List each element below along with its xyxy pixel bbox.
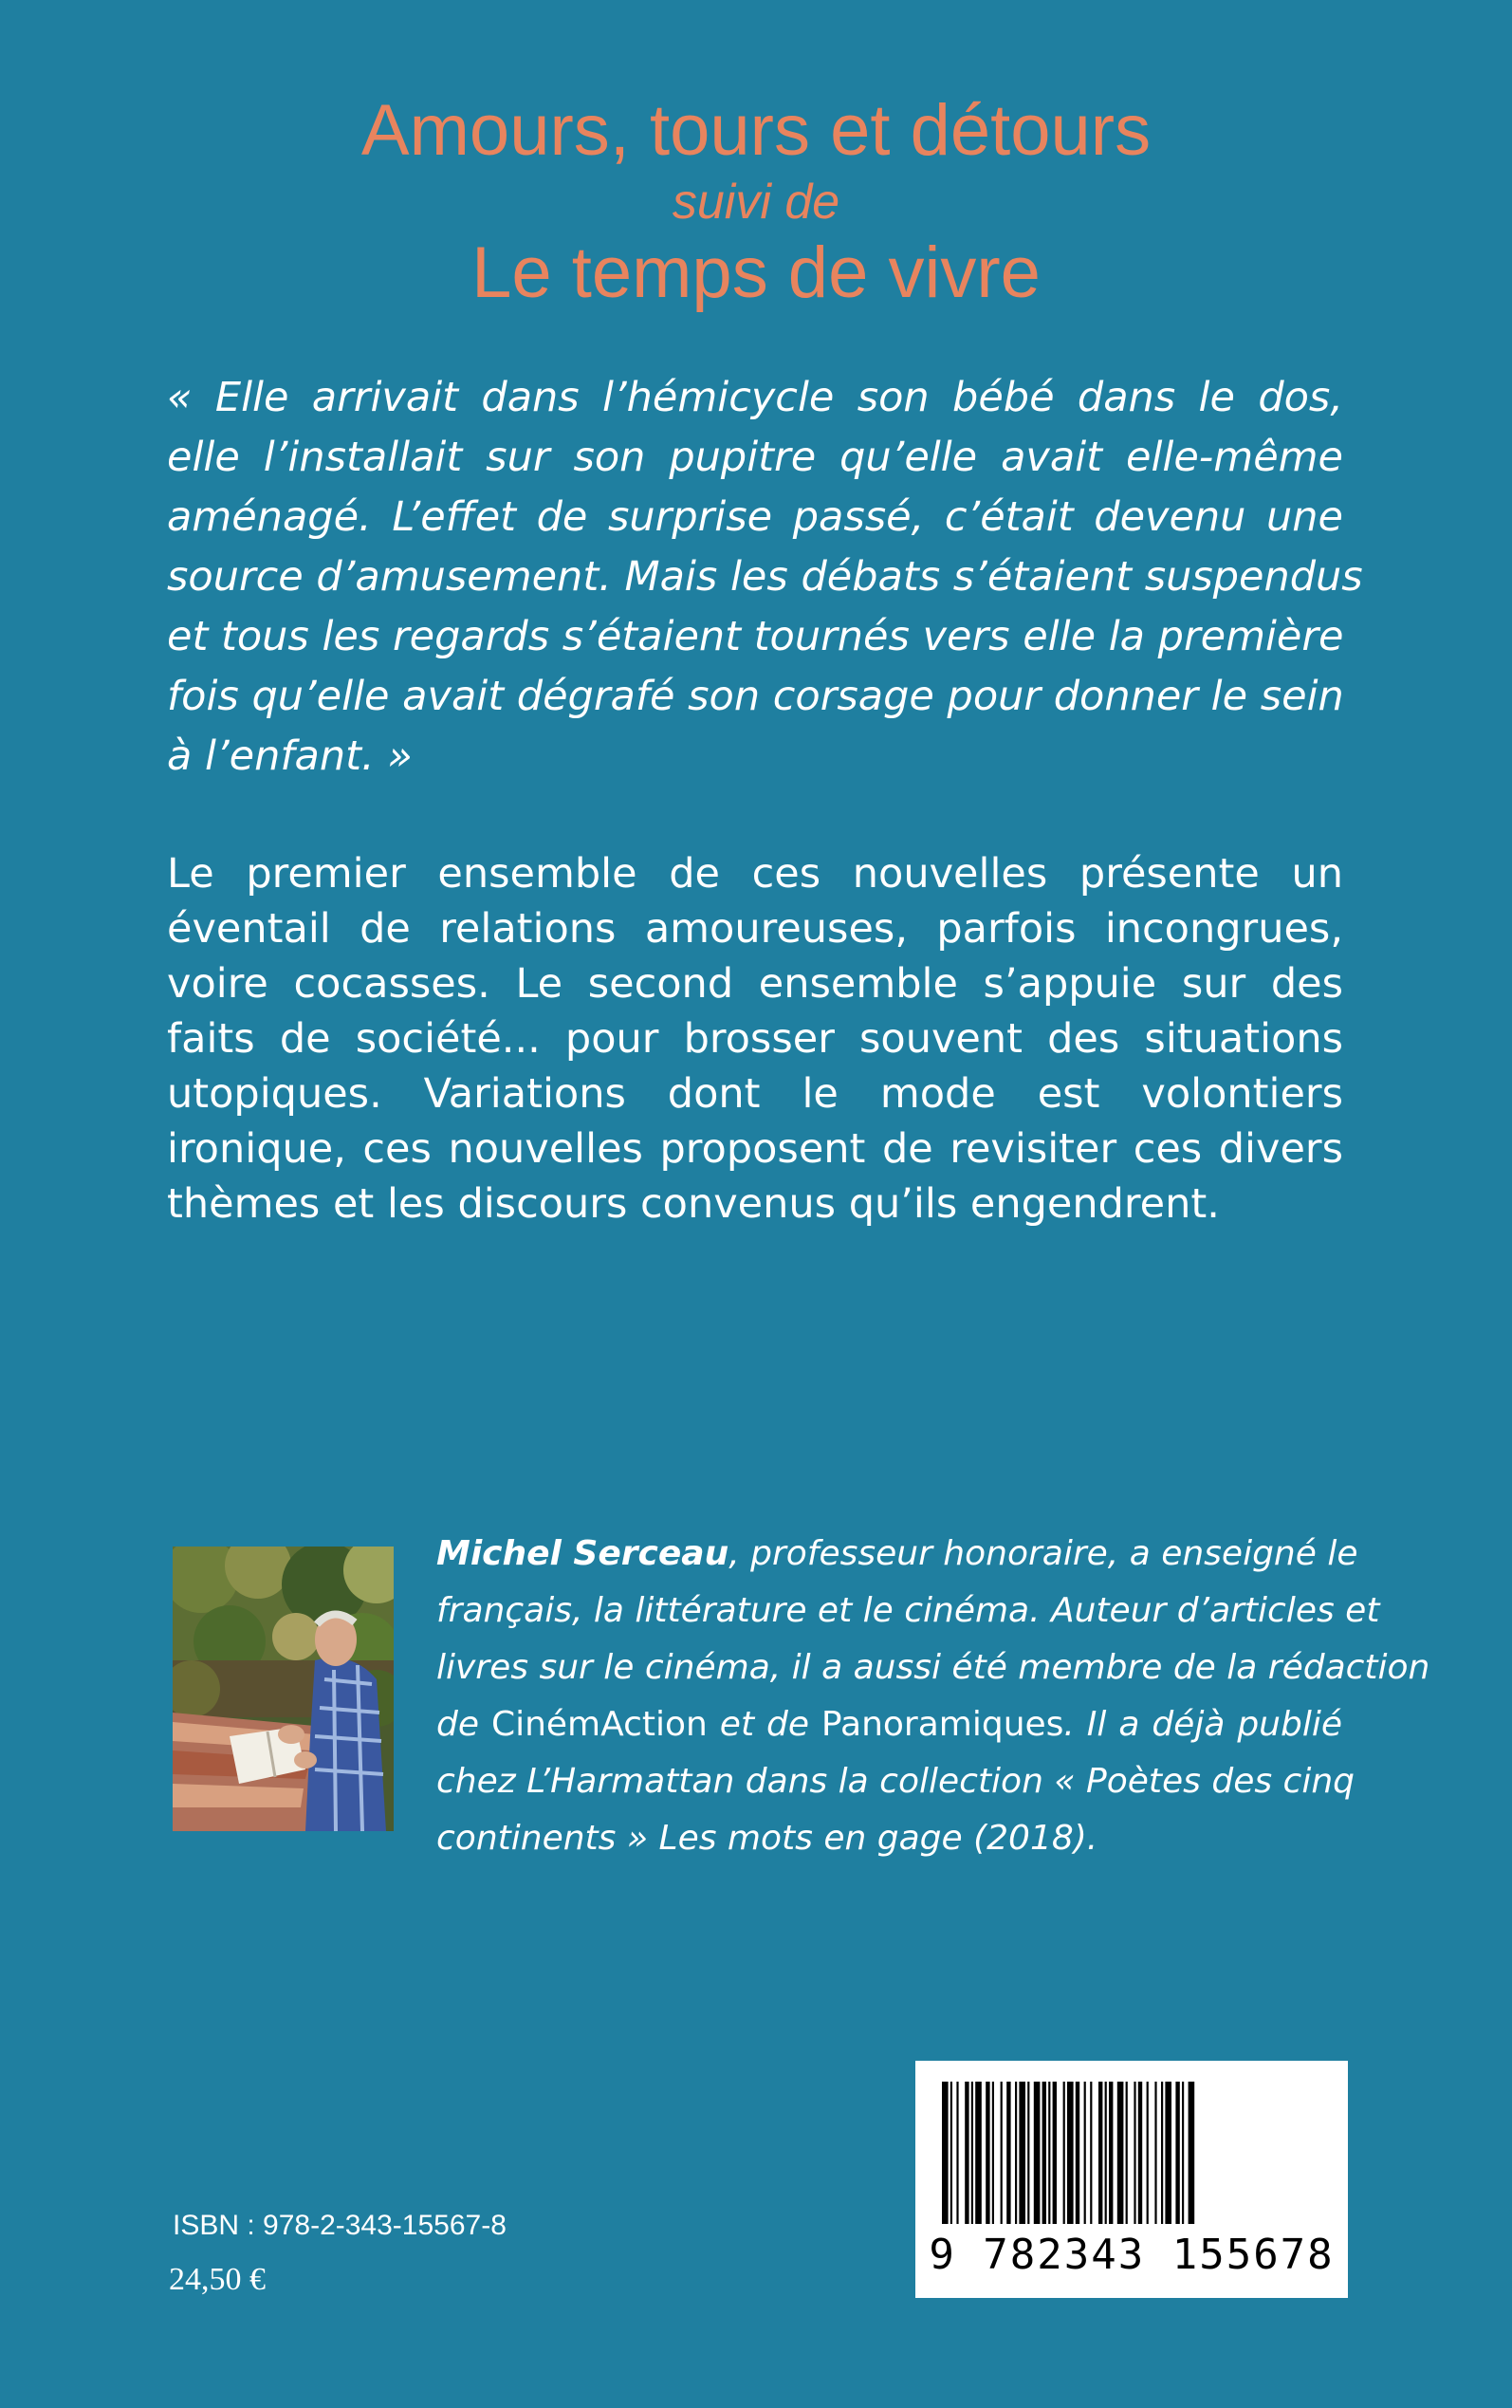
barcode-bar (1147, 2082, 1149, 2224)
barcode-bar (1109, 2082, 1113, 2224)
quote-line: source d’amusement. Mais les débats s’étaient suspendus (167, 553, 1363, 601)
summary-line: utopiques. Variations dont le mode est volontiers (167, 1070, 1343, 1118)
barcode-bar (1175, 2082, 1179, 2224)
barcode-bar (1042, 2082, 1046, 2224)
barcode-bar (1189, 2082, 1195, 2224)
barcode-bar (1138, 2082, 1142, 2224)
barcode (915, 2061, 1348, 2298)
summary-line: ironique, ces nouvelles proposent de revisiter ces divers (167, 1125, 1343, 1173)
barcode-bar (1090, 2082, 1092, 2224)
barcode-bar (1117, 2082, 1124, 2224)
barcode-bar (965, 2082, 968, 2224)
barcode-bar (1001, 2082, 1003, 2224)
summary-line: thèmes et les discours convenus qu’ils engendrent. (167, 1180, 1220, 1228)
barcode-bar (1048, 2082, 1050, 2224)
bio-line: continents » Les mots en gage (2018). (436, 1819, 1098, 1858)
quote-line: fois qu’elle avait dégrafé son corsage pour donner le sein (167, 673, 1344, 720)
author-name: Michel Serceau (436, 1534, 729, 1573)
barcode-bar (1015, 2082, 1017, 2224)
barcode-bar (1126, 2082, 1128, 2224)
barcode-bar (1034, 2082, 1041, 2224)
barcode-bar (950, 2082, 952, 2224)
barcode-bar (1053, 2082, 1057, 2224)
quote-line: et tous les regards s’étaient tournés vers elle la première (167, 613, 1344, 660)
barcode-bar (1076, 2082, 1079, 2224)
author-photo (173, 1547, 394, 1831)
isbn: ISBN : 978-2-343-15567-8 (173, 2210, 507, 2241)
barcode-bar (1182, 2082, 1184, 2224)
bio-line: de CinémAction et de Panoramiques. Il a déjà publié (436, 1705, 1342, 1744)
barcode-bar (992, 2082, 994, 2224)
barcode-bar (1134, 2082, 1135, 2224)
barcode-bar (1063, 2082, 1065, 2224)
quote-line: aménagé. L’effet de surprise passé, c’était devenu une (167, 493, 1343, 541)
book-title: Amours, tours et détours (360, 90, 1152, 171)
barcode-bar (1067, 2082, 1074, 2224)
barcode-bar (942, 2082, 949, 2224)
bio-line: français, la littérature et le cinéma. Auteur d’articles et (436, 1591, 1380, 1630)
summary-line: Le premier ensemble de ces nouvelles présente un (167, 850, 1343, 898)
bio-line: livres sur le cinéma, il a aussi été membre de la rédaction (436, 1648, 1430, 1687)
barcode-bar (1098, 2082, 1102, 2224)
barcode-bar (986, 2082, 989, 2224)
quote-line: elle l’installait sur son pupitre qu’elle avait elle-même (167, 434, 1343, 481)
barcode-bar (1019, 2082, 1025, 2224)
quote-line: « Elle arrivait dans l’hémicycle son bébé dans le dos, (167, 374, 1343, 421)
barcode-bar (1105, 2082, 1107, 2224)
barcode-bar (971, 2082, 973, 2224)
book-subtitle: Le temps de vivre (471, 232, 1041, 313)
barcode-bar (975, 2082, 982, 2224)
barcode-bar (956, 2082, 958, 2224)
barcode-bar (1006, 2082, 1010, 2224)
summary-line: faits de société... pour brosser souvent des situations (167, 1015, 1343, 1063)
barcode-digits: 9 782343 155678 (929, 2231, 1335, 2279)
journal-name: CinémAction (490, 1705, 708, 1744)
bio-line: chez L’Harmattan dans la collection « Poètes des cinq (436, 1762, 1355, 1801)
barcode-bars (915, 2061, 1348, 2232)
title-block (0, 87, 1512, 317)
title-connector: suivi de (672, 175, 840, 230)
author-bio (436, 1526, 1430, 1867)
barcode-bar (1154, 2082, 1156, 2224)
barcode-bar (1027, 2082, 1029, 2224)
summary-line: éventail de relations amoureuses, parfois incongrues, (167, 905, 1343, 953)
journal-name: Panoramiques (821, 1705, 1064, 1744)
excerpt-quote (167, 368, 1363, 787)
book-summary (167, 846, 1343, 1232)
price: 24,50 € (169, 2262, 266, 2297)
barcode-bar (1084, 2082, 1086, 2224)
barcode-bar (1165, 2082, 1171, 2224)
quote-line: à l’enfant. » (167, 732, 413, 780)
bio-line: Michel Serceau, professeur honoraire, a enseigné le (436, 1534, 1358, 1573)
barcode-bar (1161, 2082, 1163, 2224)
summary-line: voire cocasses. Le second ensemble s’appuie sur des (167, 960, 1343, 1008)
